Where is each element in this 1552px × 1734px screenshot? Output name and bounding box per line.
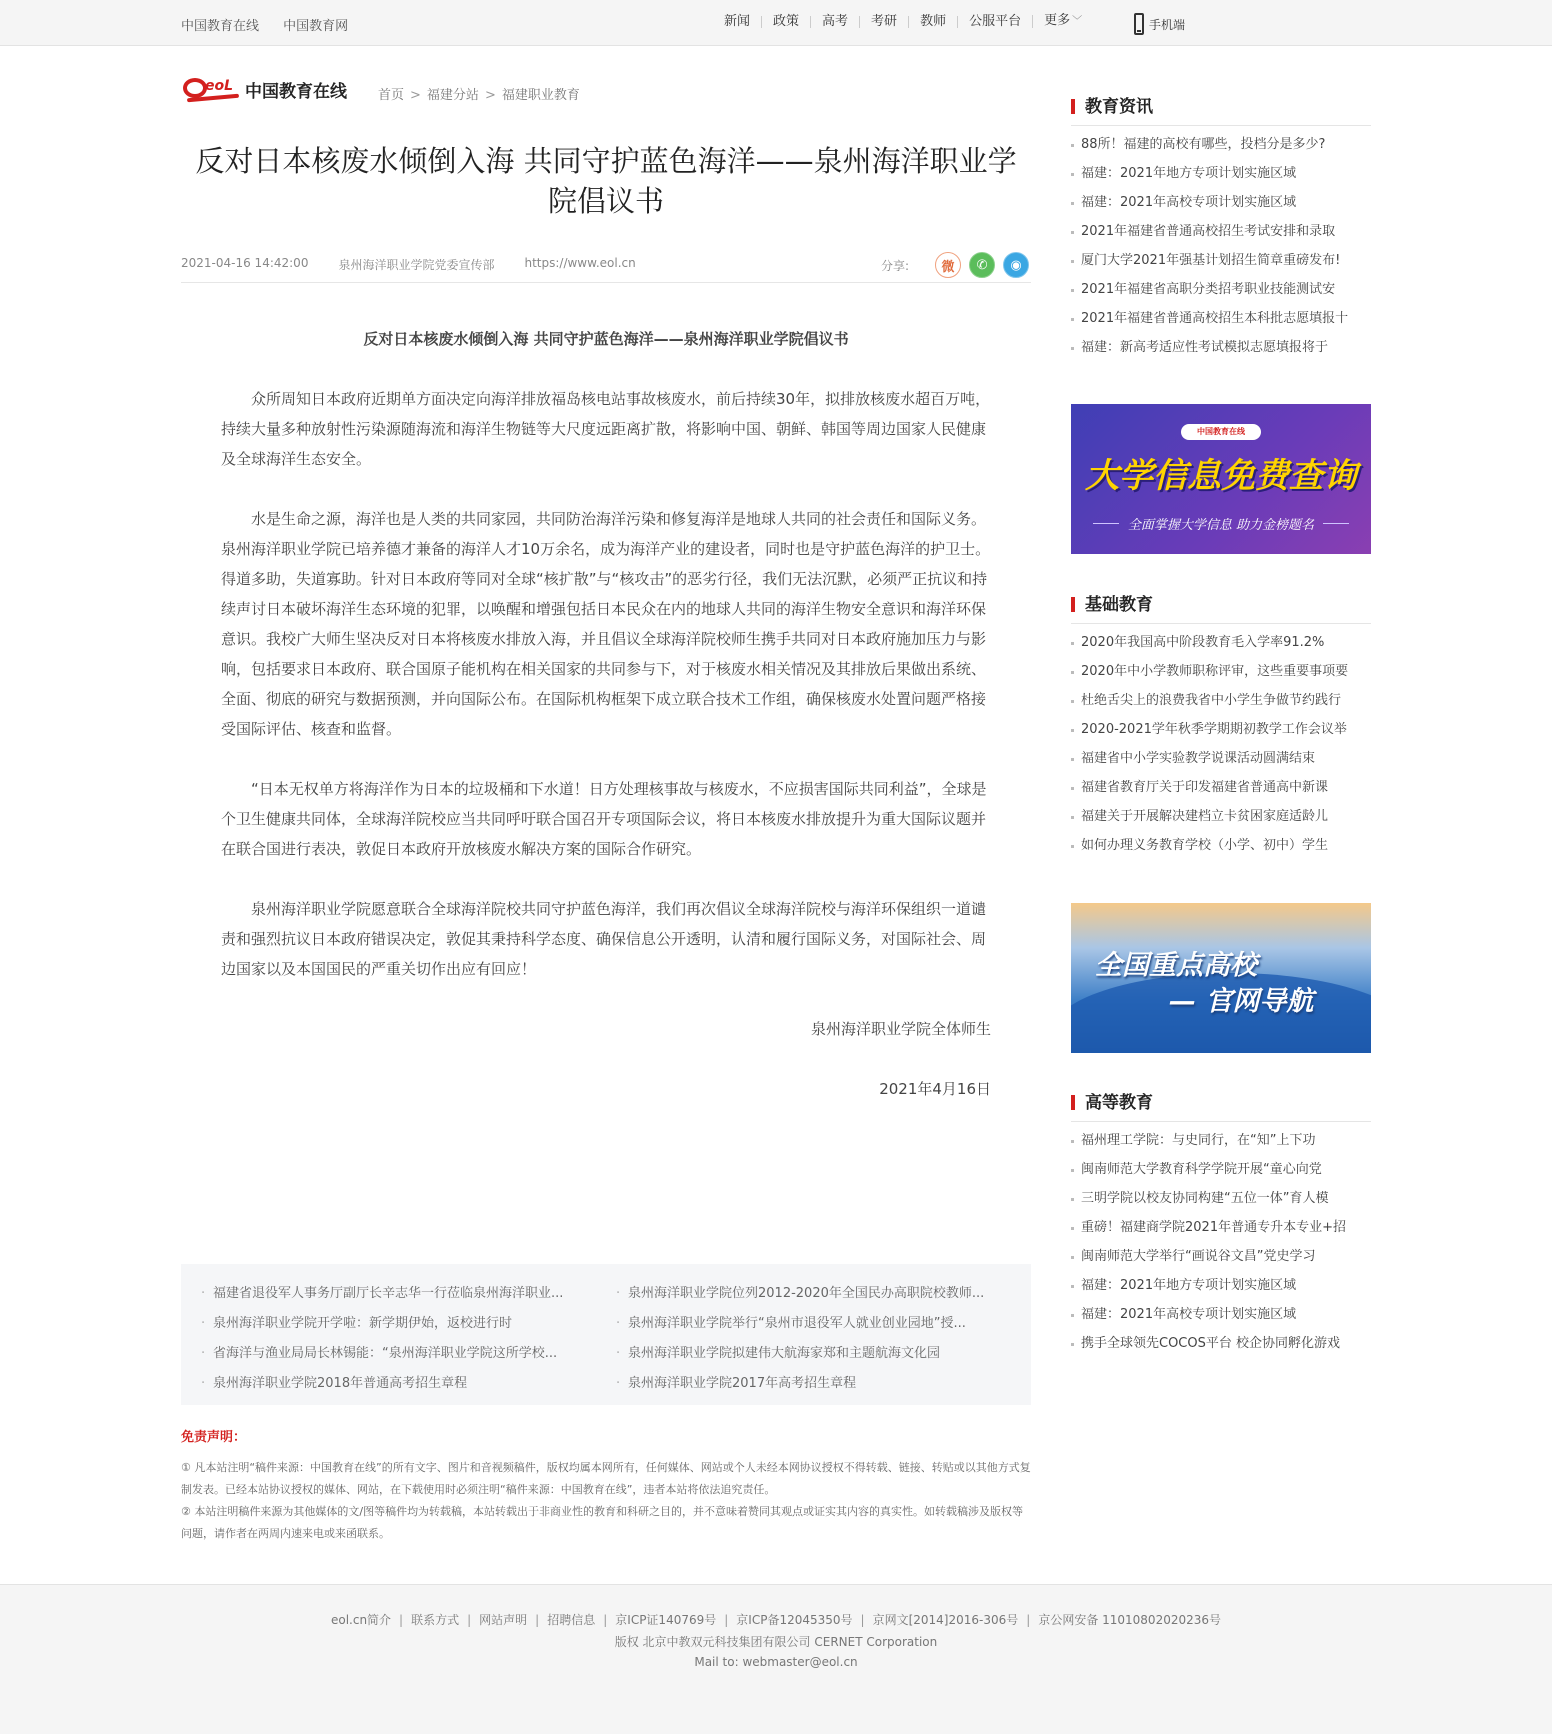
basic-link[interactable]: 如何办理义务教育学校（小学、初中）学生 [1071, 831, 1371, 860]
nav-policy[interactable]: 政策 [761, 16, 810, 28]
article-body [221, 324, 991, 1134]
nav-news[interactable]: 新闻 [724, 13, 751, 29]
footer-icp-record[interactable]: 京ICP备12045350号 [736, 1613, 853, 1627]
site-link-edu-net[interactable]: 中国教育网 [283, 19, 349, 34]
related-link[interactable]: · 泉州海洋职业学院拟建伟大航海家郑和主题航海文化园 [616, 1339, 1011, 1369]
article-meta [181, 256, 666, 273]
footer-police-record[interactable]: 京公网安备 11010802020236号 [1038, 1613, 1222, 1627]
mobile-label: 手机端 [1149, 17, 1186, 32]
logo-text: 中国教育在线 [245, 81, 347, 102]
breadcrumb-fujian[interactable]: 福建分站 [426, 88, 479, 103]
article-date: 2021-04-16 14:42:00 [181, 256, 309, 270]
basic-link[interactable]: 杜绝舌尖上的浪费我省中小学生争做节约践行 [1071, 686, 1371, 715]
news-link[interactable]: 福建：2021年高校专项计划实施区域 [1071, 188, 1371, 217]
weibo-icon[interactable]: 微 [935, 252, 961, 278]
higher-link[interactable]: 闽南师范大学举行“画说谷文昌”党史学习 [1071, 1242, 1371, 1271]
higher-link[interactable]: 重磅！福建商学院2021年普通专升本专业+招 [1071, 1213, 1371, 1242]
sidebar-higher [1071, 1090, 1371, 1358]
footer-link-about[interactable]: eol.cn简介 [330, 1613, 392, 1627]
higher-link[interactable]: 福建：2021年高校专项计划实施区域 [1071, 1300, 1371, 1329]
site-logo[interactable] [183, 74, 347, 104]
site-links [181, 15, 368, 34]
breadcrumb: 首页 > 福建分站 > 福建职业教育 [378, 88, 580, 103]
related-link[interactable]: · 泉州海洋职业学院开学啦：新学期伊始，返校进行时 [201, 1309, 616, 1339]
related-link[interactable]: · 泉州海洋职业学院2017年高考招生章程 [616, 1369, 1011, 1399]
divider [181, 282, 1031, 283]
eol-logo-mark: eoL [183, 74, 239, 104]
related-articles [181, 1264, 1031, 1405]
basic-link[interactable]: 2020-2021学年秋季学期期初教学工作会议举 [1071, 715, 1371, 744]
qq-icon[interactable]: ◉ [1003, 252, 1029, 278]
mobile-link[interactable] [1134, 13, 1185, 35]
footer-links: eol.cn简介 | 联系方式 | 网站声明 | 招聘信息 | 京ICP证140769号 | 京ICP备12045350号 | 京网文[2014]2016-306号 | 京公网安备 11010802020236号 [330, 1613, 1222, 1627]
basic-link[interactable]: 福建省中小学实验教学说课活动圆满结束 [1071, 744, 1371, 773]
nav-more[interactable] [1032, 15, 1093, 28]
breadcrumb-vocational[interactable]: 福建职业教育 [501, 88, 580, 103]
related-link[interactable]: · 省海洋与渔业局局长林锡能：“泉州海洋职业学院这所学校... [201, 1339, 616, 1369]
article-source: 泉州海洋职业学院党委宣传部 [338, 258, 495, 272]
basic-link[interactable]: 2020年我国高中阶段教育毛入学率91.2% [1071, 628, 1371, 657]
disclaimer-line: ② 本站注明稿件来源为其他媒体的文/图等稿件均为转载稿，本站转载出于非商业性的教育和科研之目的，并不意味着赞同其观点或证实其内容的真实性。如转载稿涉及版权等问题，请作者在两周内速来电或来函联系。 [181, 1505, 1024, 1540]
news-link[interactable]: 2021年福建省普通高校招生本科批志愿填报十 [1071, 304, 1371, 333]
footer [0, 1584, 1552, 1734]
news-link[interactable]: 福建：新高考适应性考试模拟志愿填报将于 [1071, 333, 1371, 362]
news-link[interactable]: 2021年福建省普通高校招生考试安排和录取 [1071, 217, 1371, 246]
basic-link[interactable]: 2020年中小学教师职称评审，这些重要事项要 [1071, 657, 1371, 686]
top-nav [724, 15, 1093, 28]
higher-link[interactable]: 三明学院以校友协同构建“五位一体”育人模 [1071, 1184, 1371, 1213]
share-label: 分享: [881, 258, 910, 273]
breadcrumb-home[interactable]: 首页 [378, 88, 405, 103]
sidebar-basic [1071, 592, 1371, 860]
nav-kaoyan[interactable]: 考研 [859, 16, 908, 28]
banner-subline: 全面掌握大学信息 助力金榜题名 [1127, 518, 1315, 533]
sidebar-basic-title: 基础教育 [1071, 592, 1371, 624]
article-paragraph: 众所周知日本政府近期单方面决定向海洋排放福岛核电站事故核废水，前后持续30年，拟排放核废水超百万吨，持续大量多种放射性污染源随海流和海洋生物链等大尺度远距离扩散，将影响中国、朝鲜、韩国等周边国家人民健康及全球海洋生态安全。 [221, 390, 991, 468]
disclaimer-text [181, 1457, 1031, 1545]
university-info-banner[interactable] [1071, 404, 1371, 554]
higher-link[interactable]: 福州理工学院：与史同行，在“知”上下功 [1071, 1126, 1371, 1155]
nav-gaokao[interactable]: 高考 [810, 16, 859, 28]
article-url[interactable]: https://www.eol.cn [524, 256, 636, 270]
sidebar-news-title: 教育资讯 [1071, 94, 1371, 126]
share-bar [881, 252, 1029, 278]
higher-link[interactable]: 福建：2021年地方专项计划实施区域 [1071, 1271, 1371, 1300]
university-nav-banner[interactable] [1071, 903, 1371, 1053]
disclaimer-title: 免责声明： [181, 1430, 247, 1445]
article-sign-date: 2021年4月16日 [879, 1080, 991, 1098]
banner-headline: 大学信息免费查询 [1085, 456, 1357, 496]
news-link[interactable]: 2021年福建省高职分类招考职业技能测试安 [1071, 275, 1371, 304]
sidebar-higher-title: 高等教育 [1071, 1090, 1371, 1122]
footer-link-statement[interactable]: 网站声明 [479, 1613, 528, 1627]
news-link[interactable]: 厦门大学2021年强基计划招生简章重磅发布! [1071, 246, 1371, 275]
footer-copyright: 版权 北京中教双元科技集团有限公司 CERNET Corporation [614, 1635, 938, 1649]
higher-link[interactable]: 携手全球领先COCOS平台 校企协同孵化游戏 [1071, 1329, 1371, 1358]
site-link-eol[interactable]: 中国教育在线 [181, 19, 260, 34]
related-link[interactable]: · 泉州海洋职业学院举行“泉州市退役军人就业创业园地”授... [616, 1309, 1011, 1339]
basic-link[interactable]: 福建省教育厅关于印发福建省普通高中新课 [1071, 773, 1371, 802]
footer-link-jobs[interactable]: 招聘信息 [547, 1613, 596, 1627]
article-signature: 泉州海洋职业学院全体师生 [810, 1020, 991, 1038]
related-link[interactable]: · 泉州海洋职业学院2018年普通高考招生章程 [201, 1369, 616, 1399]
related-link[interactable]: · 福建省退役军人事务厅副厅长辛志华一行莅临泉州海洋职业... [201, 1279, 616, 1309]
article-paragraph: 泉州海洋职业学院愿意联合全球海洋院校共同守护蓝色海洋，我们再次倡议全球海洋院校与海洋环保组织一道谴责和强烈抗议日本政府错误决定，敦促其秉持科学态度、确保信息公开透明，认清和履行国际义务，对国际社会、周边国家以及本国国民的严重关切作出应有回应！ [221, 900, 987, 978]
footer-mail[interactable]: Mail to: webmaster@eol.cn [694, 1655, 858, 1669]
chevron-down-icon: ﹀ [1072, 16, 1083, 27]
wechat-icon[interactable]: ✆ [969, 252, 995, 278]
phone-icon [1134, 13, 1144, 35]
news-link[interactable]: 福建：2021年地方专项计划实施区域 [1071, 159, 1371, 188]
footer-icp-license[interactable]: 京ICP证140769号 [615, 1613, 717, 1627]
article-paragraph: 水是生命之源，海洋也是人类的共同家园，共同防治海洋污染和修复海洋是地球人共同的社会责任和国际义务。泉州海洋职业学院已培养德才兼备的海洋人才10万余名，成为海洋产业的建设者，同时也是守护蓝色海洋的护卫士。得道多助，失道寡助。针对日本政府等同对全球“核扩散”与“核攻击”的恶劣行径，我们无法沉默，必须严正抗议和持续声讨日本破坏海洋生态环境的犯罪，以唤醒和增强包括日本民众在内的地球人共同的海洋生物安全意识和海洋环保意识。我校广大师生坚决反对日本将核废水排放入海，并且倡议全球海洋院校师生携手共同对日本政府施加压力与影响，包括要求日本政府、联合国原子能机构在相关国家的共同参与下，对于核废水相关情况及其排放后果做出系统、全面、彻底的研究与数据预测，并向国际公布。在国际机构框架下成立联合技术工作组，确保核废水处置问题严格接受国际评估、核查和监督。 [221, 510, 991, 738]
footer-link-contact[interactable]: 联系方式 [411, 1613, 460, 1627]
sidebar-news [1071, 94, 1371, 362]
article-title: 反对日本核废水倾倒入海 共同守护蓝色海洋——泉州海洋职业学院倡议书 [195, 144, 1017, 218]
footer-net-culture[interactable]: 京网文[2014]2016-306号 [872, 1613, 1019, 1627]
basic-link[interactable]: 福建关于开展解决建档立卡贫困家庭适龄儿 [1071, 802, 1371, 831]
article-subhead: 反对日本核废水倾倒入海 共同守护蓝色海洋——泉州海洋职业学院倡议书 [363, 330, 849, 348]
related-link[interactable]: · 泉州海洋职业学院位列2012-2020年全国民办高职院校教师... [616, 1279, 1011, 1309]
banner2-line2: — 官网导航 [1169, 986, 1314, 1017]
banner2-line1: 全国重点高校 [1095, 950, 1257, 981]
nav-teacher[interactable]: 教师 [908, 16, 957, 28]
nav-more-label: 更多 [1044, 13, 1071, 28]
top-bar [0, 0, 1552, 46]
nav-public-service[interactable]: 公服平台 [957, 16, 1032, 28]
higher-link[interactable]: 闽南师范大学教育科学学院开展“童心向党 [1071, 1155, 1371, 1184]
article-paragraph: “日本无权单方将海洋作为日本的垃圾桶和下水道！日方处理核事故与核废水，不应损害国际共同利益”，全球是个卫生健康共同体，全球海洋院校应当共同呼吁联合国召开专项国际会议，将日本核废水排放提升为重大国际议题并在联合国进行表决，敦促日本政府开放核废水解决方案的国际合作研究。 [221, 780, 987, 858]
disclaimer-line: ① 凡本站注明“稿件来源：中国教育在线”的所有文字、图片和音视频稿件，版权均属本网所有，任何媒体、网站或个人未经本网协议授权不得转载、链接、转贴或以其他方式复制发表。已经本站协议授权的媒体、网站，在下载使用时必须注明“稿件来源：中国教育在线”，违者本站将依法追究责任。 [181, 1461, 1031, 1496]
banner-logo: 中国教育在线 [1181, 424, 1261, 440]
news-link[interactable]: 88所！福建的高校有哪些，投档分是多少? [1071, 130, 1371, 159]
